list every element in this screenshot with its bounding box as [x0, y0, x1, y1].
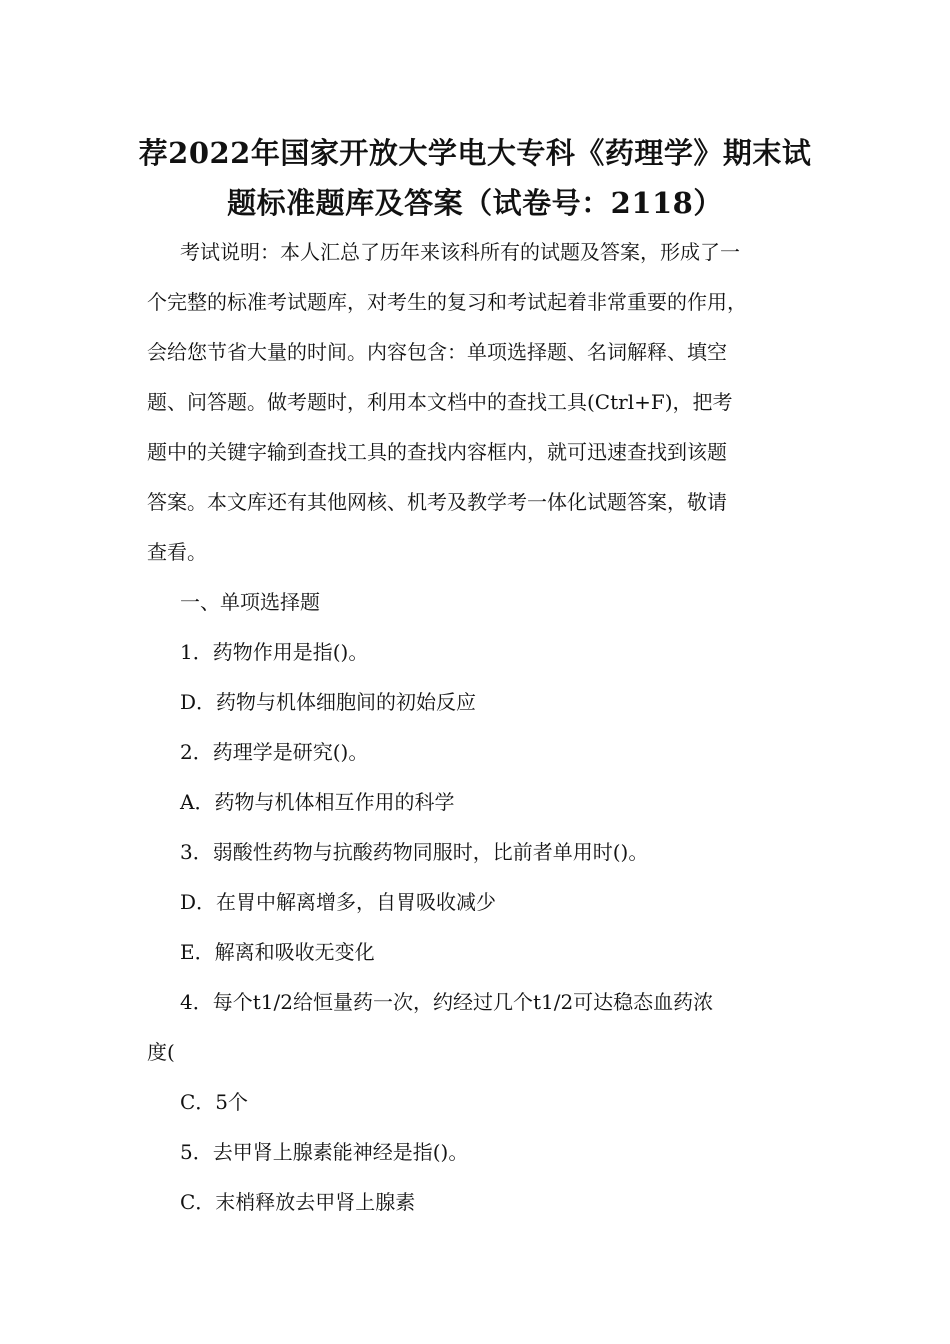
intro-line: 个完整的标准考试题库，对考生的复习和考试起着非常重要的作用， — [147, 290, 747, 314]
question-item: 3．弱酸性药物与抗酸药物同服时，比前者单用时()。 — [180, 840, 649, 864]
document-title-line-1: 荐2022年国家开放大学电大专科《药理学》期末试 — [138, 136, 812, 170]
intro-line: 题、问答题。做考题时，利用本文档中的查找工具(Ctrl+F)，把考 — [147, 390, 733, 414]
document-title-line-2: 题标准题库及答案（试卷号：2118） — [227, 186, 723, 220]
intro-line: 考试说明：本人汇总了历年来该科所有的试题及答案，形成了一 — [180, 240, 740, 264]
section-heading: 一、单项选择题 — [180, 590, 320, 614]
answer-item: D．药物与机体细胞间的初始反应 — [180, 690, 477, 714]
answer-item: D．在胃中解离增多，自胃吸收减少 — [180, 890, 497, 914]
answer-item: E．解离和吸收无变化 — [180, 940, 375, 964]
answer-item: C．5个 — [180, 1090, 249, 1114]
question-item: 2．药理学是研究()。 — [180, 740, 369, 764]
answer-item: A．药物与机体相互作用的科学 — [180, 790, 455, 814]
answer-item: C．末梢释放去甲肾上腺素 — [180, 1190, 416, 1214]
intro-line: 会给您节省大量的时间。内容包含：单项选择题、名词解释、填空 — [147, 340, 727, 364]
intro-line: 答案。本文库还有其他网核、机考及教学考一体化试题答案，敬请 — [147, 490, 727, 514]
intro-line: 题中的关键字输到查找工具的查找内容框内，就可迅速查找到该题 — [147, 440, 727, 464]
question-item: 4．每个t1/2给恒量药一次，约经过几个t1/2可达稳态血药浓 — [180, 990, 714, 1014]
question-item: 1．药物作用是指()。 — [180, 640, 369, 664]
question-item: 5．去甲肾上腺素能神经是指()。 — [180, 1140, 469, 1164]
question-item-continuation: 度( — [147, 1040, 175, 1064]
intro-line: 查看。 — [147, 540, 207, 564]
